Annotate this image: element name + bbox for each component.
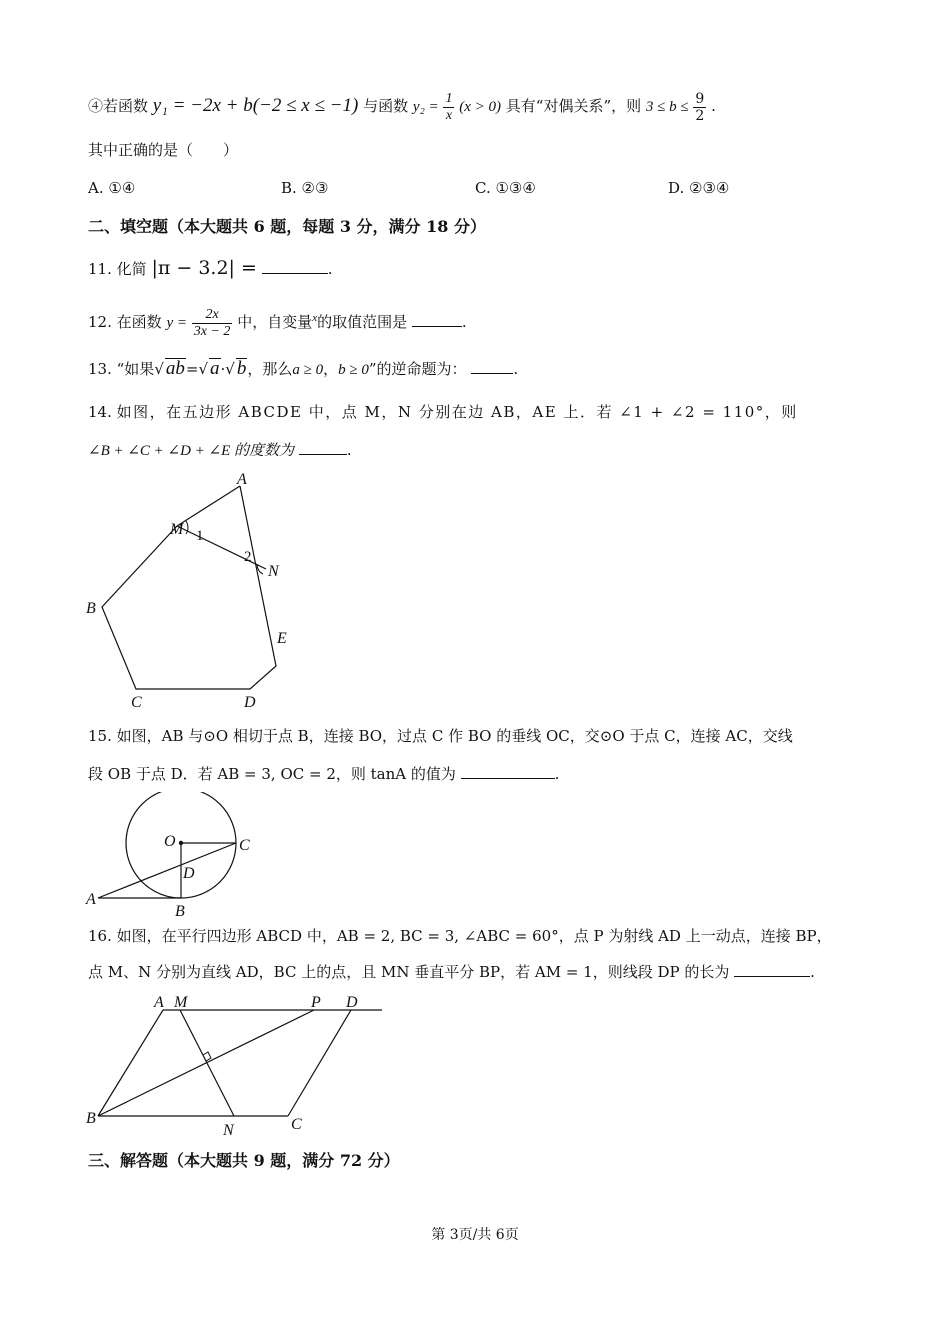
fig16-label-d: D [346,994,358,1011]
fig14-edges [102,486,276,689]
q12-num: 12. [88,313,112,331]
q10-option-c: C. ①③④ [475,179,536,197]
q12-var: x [312,312,318,324]
fig15-label-o: O [164,833,176,850]
fig15-circle-figure [80,792,280,920]
q13-sqrt-b-sign: √ [225,360,235,378]
q13-text1: “如果 [116,360,155,378]
q15-line2 [88,764,559,784]
q11-expr: |π − 3.2| = [151,257,257,279]
q13-answer-blank[interactable] [471,359,513,374]
fig16-label-c: C [291,1116,302,1133]
q13-text3: ”的逆命题为： [368,360,467,378]
q12-answer-blank[interactable] [412,312,462,327]
q11-end: . [327,260,333,278]
fig15-label-d: D [183,865,195,882]
q13-sqrt-a-sign: √ [198,360,209,378]
q14-num: 14. [88,403,112,421]
q14-line1 [88,402,798,422]
q16-line1 [88,926,832,946]
q14-line1-text: 如图，在五边形 ABCDE 中，点 M，N 分别在边 AB，AE 上．若 ∠1 + ∠2 = 110°，则 [116,403,798,421]
q10-item4-end: . [711,97,716,115]
section3-title: 三、解答题（本大题共 9 题，满分 72 分） [88,1151,400,1170]
q12-frac [192,307,233,340]
q12-lhs: y = [166,315,187,331]
q15-line1 [88,726,793,746]
q10-option-a: A. ①④ [88,179,136,197]
q15-line2-text: 段 OB 于点 D．若 AB = 3, OC = 2，则 tanA 的值为 [88,765,456,783]
q10-item4-fn1: y₁ = −2x + b(−2 ≤ x ≤ −1) [152,95,359,116]
fig16-label-p: P [311,994,321,1011]
fig14-label-n: N [268,563,279,580]
fig14-label-c: C [131,694,142,711]
q13-num: 13. [88,360,112,378]
fig16-label-m: M [174,994,188,1011]
q10-item4-ineq: 3 ≤ b ≤ [645,99,689,115]
q15-end: . [554,765,560,783]
q14-end: . [346,441,352,459]
q10-option-d: D. ②③④ [668,179,730,197]
q10-item4-fn2-den: x [445,107,453,123]
fig15-segment-ac [98,843,236,898]
fig15-center-dot [179,841,183,845]
q13-sqrt-b: b [236,358,247,379]
fig16-label-n: N [223,1122,234,1139]
fig14-label-b: B [86,600,96,617]
fig14-label-d: D [244,694,256,711]
q13-sqrt-ab: ab [165,358,185,379]
q13-sqrt-a: a [210,358,220,379]
q13-cond1: a ≥ 0 [292,362,324,378]
fig14-pentagon [80,470,300,715]
q10-item4-fn2-num: 1 [445,90,453,106]
page-footer: 第 3页/共 6页 [431,1227,519,1243]
q16-num: 16. [88,927,112,945]
q10-item4-prefix: ④若函数 [88,97,149,115]
q15-num: 15. [88,727,112,745]
q10-item4-mid: 与函数 [363,97,409,115]
q13-dot: · [220,360,226,378]
q16-answer-blank[interactable] [734,962,810,977]
q15-answer-blank[interactable] [461,764,555,779]
fig16-side-cd [288,1010,351,1116]
fig16-label-a: A [154,994,164,1011]
q11 [88,258,332,279]
q14-answer-blank[interactable] [299,440,347,455]
q13-cond2: b ≥ 0 [338,362,369,378]
q10-question: 其中正确的是（ ） [88,141,239,159]
section2-title: 二、填空题（本大题共 6 题，每题 3 分，满分 18 分） [88,217,486,236]
q12-text3: 的取值范围是 [317,313,408,331]
q12-frac-num: 2x [192,307,233,324]
q11-num: 11. [88,260,112,278]
q10-item4-ineq-num: 9 [695,90,705,107]
q13 [88,358,518,380]
fig16-label-b: B [86,1110,96,1127]
q10-item4-ineq-den: 2 [695,107,705,124]
q10-item4-fn2-frac [443,91,454,124]
q13-eq: = [185,360,199,378]
fig14-label-m: M [170,521,184,538]
fig15-label-c: C [239,837,250,854]
q10-item4-fn2-lhs: y₂ = [412,99,439,115]
fig14-angle1-arc [186,521,188,534]
fig14-label-2: 2 [244,549,252,565]
fig15-label-a: A [86,891,96,908]
q12-text2: 中，自变量 [237,313,313,331]
q13-sqrt-ab-sign: √ [154,360,164,378]
fig16-parallelogram [80,988,390,1140]
q10-item4 [88,88,716,125]
q14-line2 [88,440,352,461]
q16-line2-text: 点 M、N 分别为直线 AD，BC 上的点，且 MN 垂直平分 BP，若 AM = 1，则线段 DP 的长为 [88,963,730,981]
q13-sep: ， [323,360,339,378]
q10-item4-fn2-domain: (x > 0) [459,99,501,115]
q12-text1: 在函数 [116,313,162,331]
q12-frac-den: 3x − 2 [193,323,231,339]
q13-text2: ，那么 [247,360,293,378]
q10-item4-mid2: 具有“对偶关系”，则 [505,97,642,115]
fig16-segment-mn [180,1010,234,1116]
q16-line2 [88,962,815,982]
q11-text: 化简 [116,260,147,278]
q12-end: . [461,313,467,331]
q16-line1-text: 如图，在平行四边形 ABCD 中，AB = 2, BC = 3, ∠ABC = 60°，点 P 为射线 AD 上一动点，连接 BP， [116,927,832,945]
q12 [88,298,467,343]
q10-option-b: B. ②③ [281,179,329,197]
q14-line2-text: ∠B + ∠C + ∠D + ∠E 的度数为 [88,443,295,459]
q11-answer-blank[interactable] [262,259,328,274]
fig15-label-b: B [175,903,185,920]
q15-line1-text: 如图，AB 与⊙O 相切于点 B，连接 BO，过点 C 作 BO 的垂线 OC，交⊙O 于点 C，连接 AC，交线 [116,727,793,745]
q10-item4-ineq-frac [693,91,706,124]
fig14-label-e: E [277,630,287,647]
fig14-label-1: 1 [196,528,204,544]
q16-end: . [810,963,815,981]
fig14-label-a: A [237,471,247,488]
q13-end: . [513,360,519,378]
fig14-edge-ae-top [177,486,240,526]
